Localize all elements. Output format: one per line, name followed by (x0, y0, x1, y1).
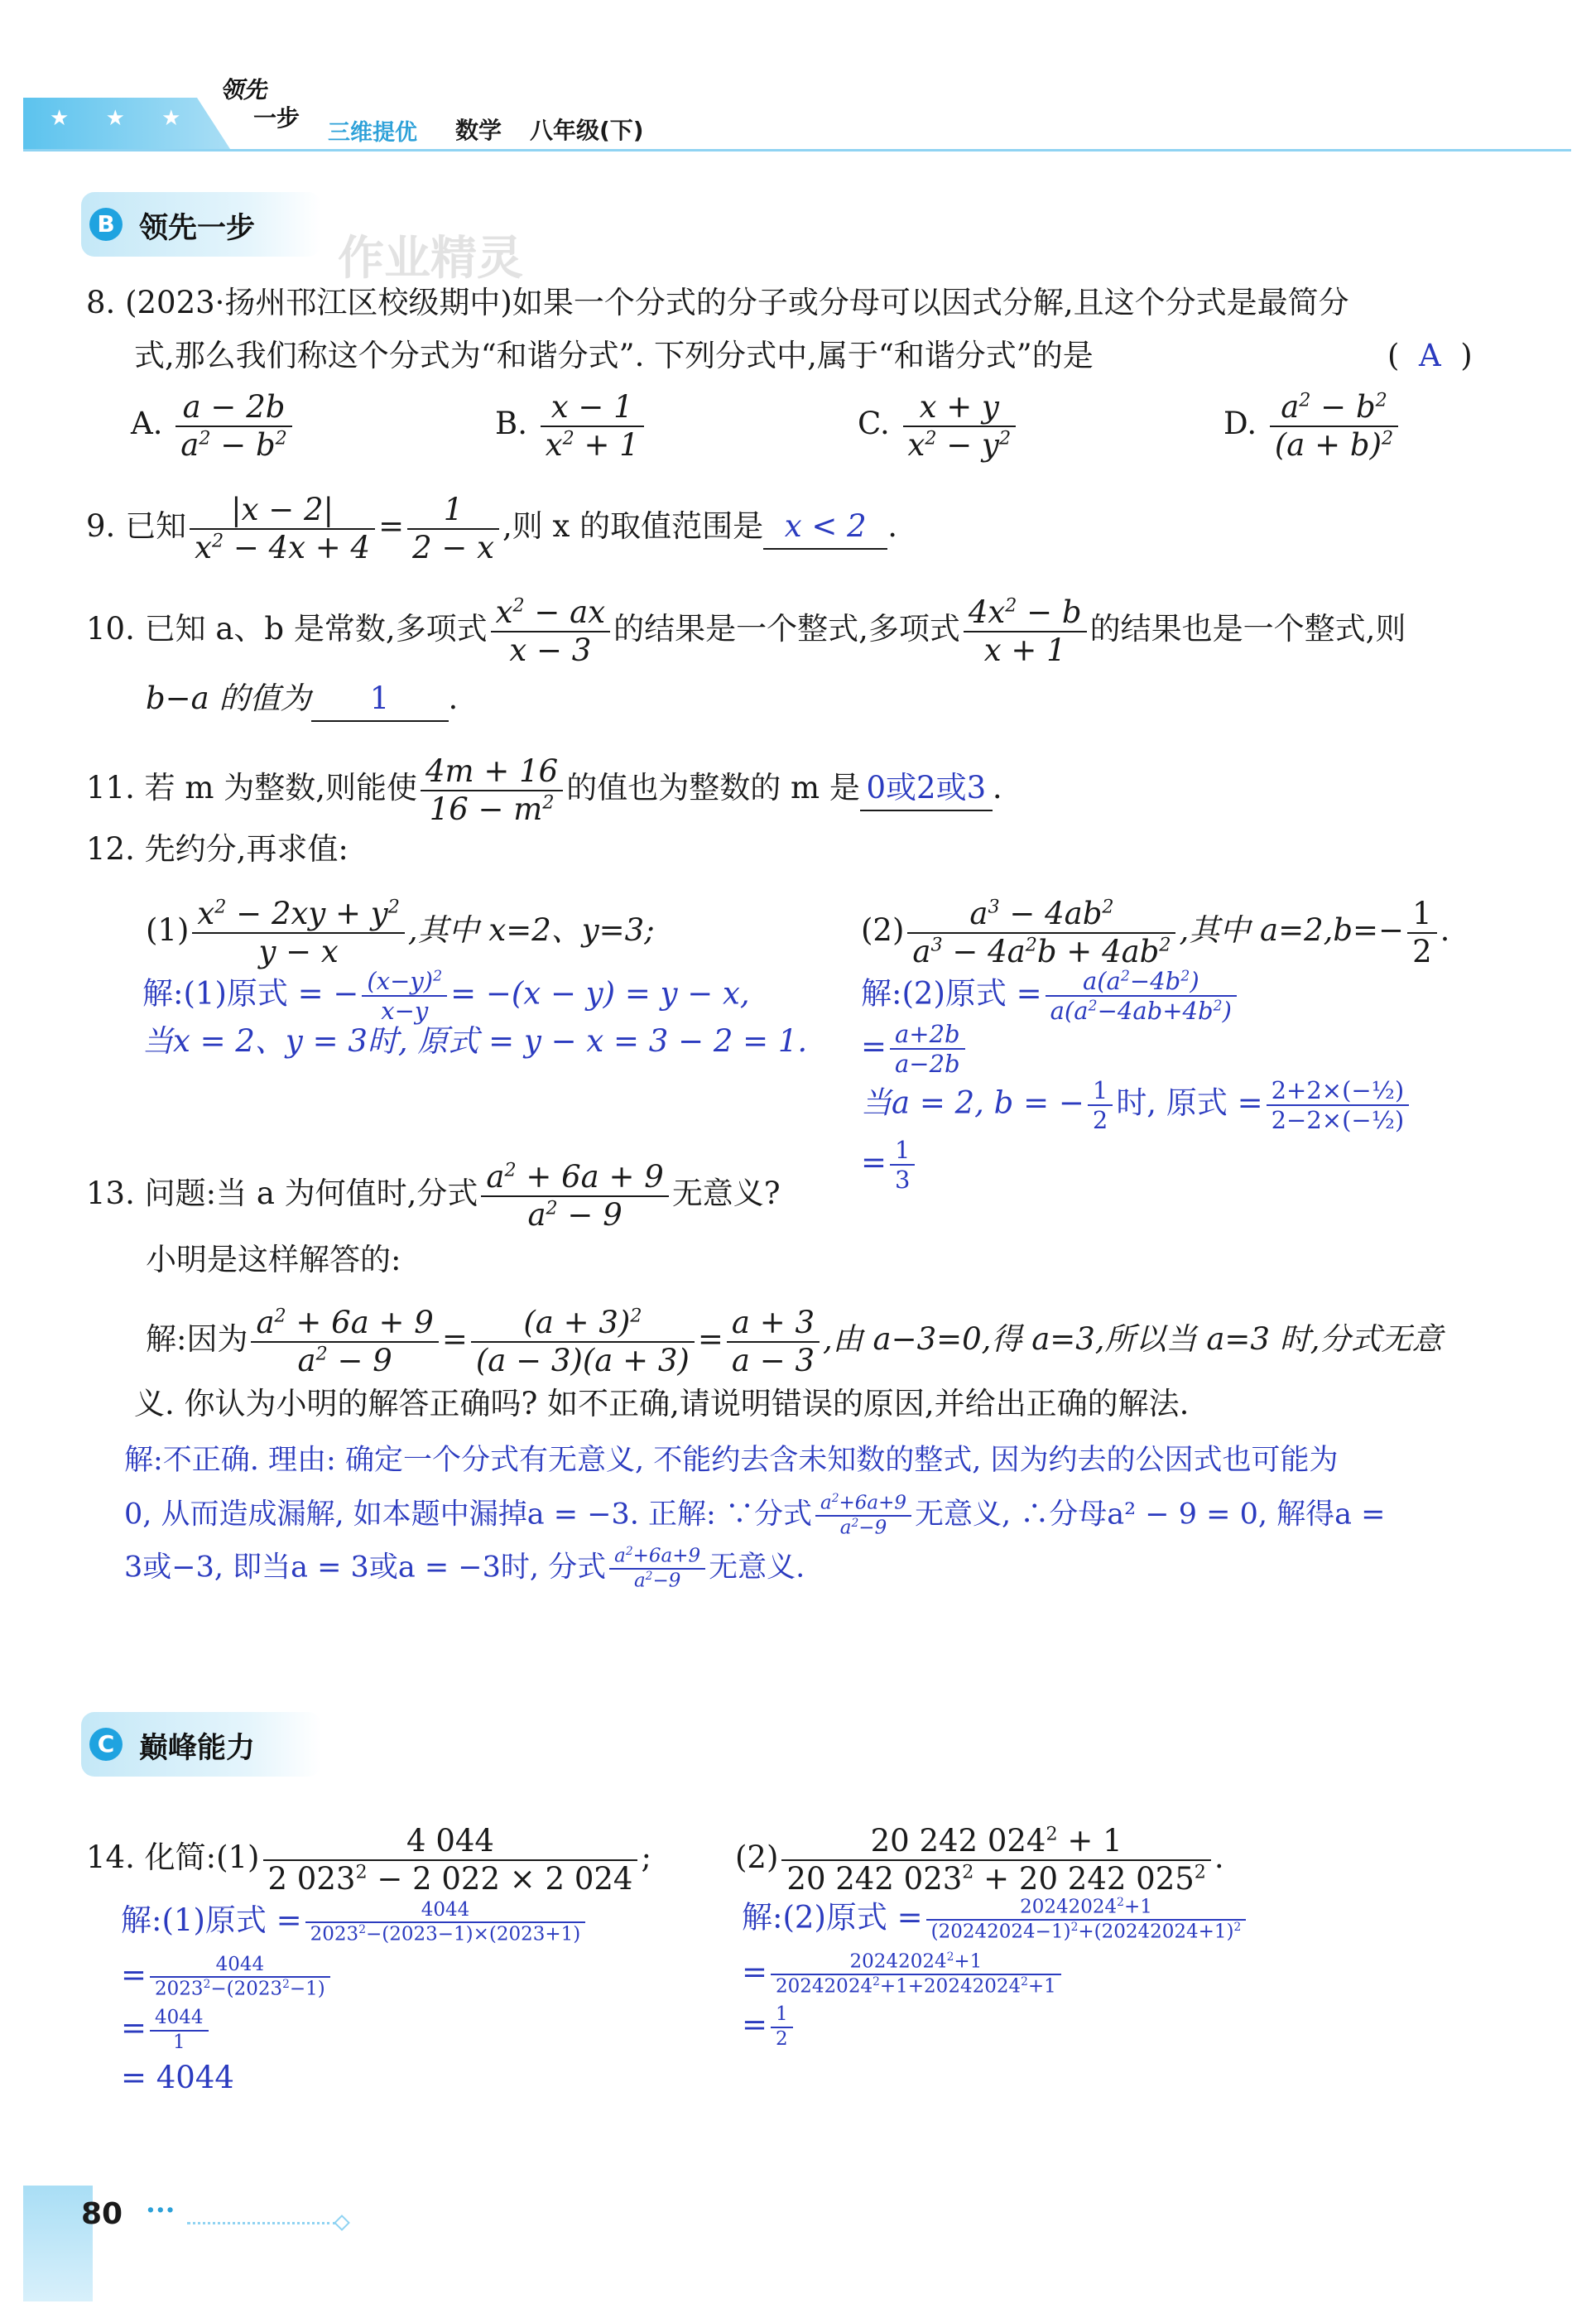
q12-sol2-third: $\frac{1}{3}$ (890, 1136, 915, 1194)
q8-text1: (2023·扬州邗江区校级期中)如果一个分式的分子或分母可以因式分解,且这个分式是最简分 (125, 285, 1349, 320)
q14-part2 (735, 1823, 1224, 1897)
q9-end: . (887, 508, 897, 545)
q12-sol2-line1 (861, 967, 1240, 1025)
q12-sol2-fraction3: $\frac{\text{2+2×(−½)}}{\text{2−2×(−½)}}$ (1267, 1076, 1410, 1134)
q8-option-c-fraction: $\frac{x + y}{x^2 - y^2}$ (903, 389, 1017, 463)
q12-part1 (146, 896, 655, 969)
q8-answer: A (1418, 338, 1441, 373)
q13-line3: 解:因为 $\frac{a^2 + 6a + 9}{a^2 - 9}$ = $\frac{(a + 3)^2}{(a - 3)(a + 3)}$ = $\frac{a + 3}{a - 3}$ ,由 a−3=0,得 a=3,所以当 a=3 时,分式无意 (146, 1305, 1443, 1378)
q8-line2 (134, 334, 1094, 378)
q14-sol2-fraction1: $\frac{20242024^2+1}{(20242024-1)^2+(20242024+1)^2}$ (926, 1896, 1247, 1944)
q14-part1-end: ; (641, 1839, 651, 1876)
q14-sol1-line3 (121, 2007, 212, 2054)
q13-sol-line3 (124, 1545, 805, 1593)
q14-part1 (86, 1823, 651, 1897)
q13-sol-fraction1: $\frac{a^2+6a+9}{a^2-9}$ (815, 1492, 911, 1540)
footer-diamond (334, 2215, 350, 2231)
q13-sol-line3-a: 3或−3, 即当a = 3或a = −3时, 分式 (124, 1551, 607, 1585)
q14-part2-fraction: $\frac{20 242 024^2 + 1}{20 242 023^2 + 20 242 025^2}$ (781, 1823, 1210, 1897)
q12-sol2-fraction2: $\frac{a+2b}{a-2b}$ (890, 1020, 965, 1078)
q12-sol2-line4 (861, 1136, 918, 1194)
q10-number: 10. (86, 611, 135, 647)
q13-frac-b: $\frac{(a + 3)^2}{(a - 3)(a + 3)}$ (471, 1305, 695, 1378)
q8-option-c (858, 389, 1019, 463)
section-c-badge: C (89, 1728, 123, 1761)
q12-part1-label: (1) (146, 912, 190, 949)
q11-p1: 若 m 为整数,则能使 (144, 770, 417, 806)
q10-p3: 的结果也是一个整式,则 (1089, 611, 1406, 647)
q13-fraction: $\frac{a^2 + 6a + 9}{a^2 - 9}$ (481, 1159, 668, 1233)
brand-logo (220, 76, 300, 132)
q12-sol2-line2 (861, 1020, 969, 1078)
q8-option-d-label: D. (1223, 406, 1257, 442)
grade-name: 八年级(下) (530, 117, 644, 144)
q14-sol2-line1 (742, 1896, 1249, 1944)
q14-sol1-a: 解:(1)原式 = (121, 1902, 302, 1938)
q12-sol2-half: $\frac{1}{2}$ (1088, 1076, 1113, 1134)
q11-answer: 0或2或3 (866, 770, 987, 806)
q8-option-a-label: A. (131, 406, 163, 442)
q10-answer: 1 (369, 680, 390, 716)
q9-pre: 已知 (125, 508, 187, 545)
q12-sol1-a: 解:(1)原式 = − (142, 975, 359, 1012)
q12-sol1-line2: 当x = 2、y = 3时, 原式 = y − x = 3 − 2 = 1. (142, 1023, 808, 1059)
q13-p2: 无意义? (671, 1176, 781, 1212)
q12-sol2-a: 解:(2)原式 = (861, 975, 1042, 1012)
q8-answer-bracket: ( A ) (1387, 338, 1473, 373)
q10-p1: 已知 a、b 是常数,多项式 (144, 611, 488, 647)
q11 (86, 753, 1002, 827)
q11-fraction: $\frac{4m + 16}{16 - m^2}$ (421, 753, 563, 827)
q10-line1 (86, 594, 1406, 668)
q13-line4: 义. 你认为小明的解答正确吗? 如不正确,请说明错误的原因,并给出正确的解法. (134, 1386, 1190, 1421)
q12-title: 先约分,再求值: (144, 831, 349, 867)
q9-mid: ,则 x 的取值范围是 (502, 508, 764, 545)
header-stars: ★ ★ ★ (50, 106, 196, 131)
section-b-badge: B (89, 208, 123, 241)
q12-sol1-b: = −(x − y) = y − x, (450, 975, 750, 1012)
q12-part2-label: (2) (861, 912, 905, 949)
q11-p2: 的值也为整数的 m 是 (566, 770, 860, 806)
page-number: 80 (81, 2197, 123, 2231)
q12-sol2-when-a: 当a = 2, b = − (861, 1084, 1084, 1121)
q8-number: 8. (86, 285, 116, 320)
footer-dots: ··· (146, 2194, 175, 2227)
q10-line2-text: b−a 的值为 (146, 680, 311, 716)
q14-part1-fraction: $\frac{4 044}{2 023^2 - 2 022 \times 2 024}$ (263, 1823, 638, 1897)
q9-answer: x < 2 (784, 508, 867, 545)
watermark: 作业精灵 (338, 232, 523, 286)
q14-sol1-fraction1: $\frac{4044}{2023^2-(2023-1)\times(2023+1)}$ (305, 1899, 586, 1946)
q14-number: 14. (86, 1839, 135, 1876)
q12-sol1-fraction: $\frac{(x-y)^2}{x-y}$ (362, 967, 447, 1025)
q14-sol1-line1 (121, 1899, 589, 1946)
q10-fraction2: $\frac{4x^2 - b}{x + 1}$ (964, 594, 1087, 668)
q8-option-b (495, 389, 647, 463)
q10-end: . (448, 680, 459, 716)
q12-title-line (86, 828, 349, 871)
q13-sol-line2 (124, 1492, 1385, 1540)
q8-option-d-fraction: $\frac{a^2 - b^2}{(a + b)^2}$ (1270, 389, 1398, 463)
q8-line1 (86, 281, 1349, 325)
q13-line2: 小明是这样解答的: (146, 1242, 401, 1277)
q14-sol1-fraction3: $\frac{4044}{1}$ (150, 2007, 209, 2053)
section-c-header (81, 1712, 321, 1777)
q12-part2-cond: ,其中 a=2,b=− (1179, 912, 1405, 949)
q14-sol2-eq1: = (742, 1954, 768, 1990)
q12-number: 12. (86, 831, 135, 867)
q8-option-b-fraction: $\frac{x - 1}{x^2 + 1}$ (541, 389, 644, 463)
section-b-header (81, 192, 321, 257)
q14-sol1-eq2: = (121, 2010, 147, 2046)
q12-sol2-eq1: = (861, 1028, 887, 1065)
q10-p2: 的结果是一个整式,多项式 (613, 611, 960, 647)
q12-part2-half: $\frac{1}{2}$ (1407, 896, 1437, 969)
q9-rhs-fraction: $\frac{1}{2 - x}$ (407, 492, 499, 565)
q14-sol2-line3 (742, 2003, 796, 2051)
q13-frac-a: $\frac{a^2 + 6a + 9}{a^2 - 9}$ (251, 1305, 438, 1378)
q13-line3-b: ,由 a−3=0,得 a=3,所以当 a=3 时,分式无意 (823, 1321, 1443, 1358)
series-name: 三维提优 (328, 120, 417, 146)
q12-sol1-line1 (142, 967, 750, 1025)
q13-frac-c: $\frac{a + 3}{a - 3}$ (727, 1305, 820, 1378)
q14-sol2-line2 (742, 1950, 1065, 1998)
q8-option-a (131, 389, 296, 463)
footer-line (187, 2222, 336, 2224)
q8-text2: 式,那么我们称这个分式为“和谐分式”. 下列分式中,属于“和谐分式”的是 (134, 338, 1094, 373)
q13-number: 13. (86, 1176, 135, 1212)
q14-sol2-eq2: = (742, 2007, 768, 2042)
q14-sol2-half: $\frac{1}{2}$ (771, 2003, 793, 2050)
q8-option-a-fraction: $\frac{a - 2b}{a^2 - b^2}$ (175, 389, 292, 463)
q14-sol1-fraction2: $\frac{4044}{2023^2-(2023^2-1)}$ (150, 1954, 330, 2001)
q14-sol1-final: = 4044 (121, 2060, 234, 2095)
q8-option-b-label: B. (495, 406, 527, 442)
q12-sol2-fraction1: $\frac{a(a^2-4b^2)}{a(a^2-4ab+4b^2)}$ (1046, 967, 1237, 1025)
q12-sol2-when-b: 时, 原式 = (1116, 1084, 1263, 1121)
q14-sol2-fraction2: $\frac{20242024^2+1}{20242024^2+1+20242024^2+1}$ (771, 1950, 1061, 1998)
q8-option-c-label: C. (858, 406, 890, 442)
q14-title: 化简:(1) (144, 1839, 260, 1876)
q13-sol-line2-b: 无意义, ∴分母a² − 9 = 0, 解得a = (915, 1498, 1386, 1532)
brand-bottom: 一步 (253, 104, 300, 132)
q12-part1-fraction: $\frac{x^2 - 2xy + y^2}{y - x}$ (192, 896, 404, 969)
q13-sol-fraction2: $\frac{a^2+6a+9}{a^2-9}$ (609, 1545, 705, 1593)
q8-option-d (1223, 389, 1401, 463)
q11-number: 11. (86, 770, 135, 806)
section-b-title: 领先一步 (139, 212, 256, 245)
q12-sol2-final: = (861, 1144, 887, 1181)
brand-top: 领先 (220, 76, 267, 103)
q13-sol-line1: 解:不正确. 理由: 确定一个分式有无意义, 不能约去含未知数的整式, 因为约去的公因式也可能为 (124, 1444, 1339, 1477)
q9-number: 9. (86, 508, 116, 545)
q14-part2-end: . (1214, 1839, 1224, 1876)
q13-sol-line2-a: 0, 从而造成漏解, 如本题中漏掉a = −3. 正解: ∵分式 (124, 1498, 812, 1532)
header-rule (23, 149, 1571, 151)
q14-sol1-eq1: = (121, 1957, 147, 1993)
section-c-title: 巅峰能力 (139, 1732, 256, 1765)
q12-part1-cond: ,其中 x=2、y=3; (407, 912, 655, 949)
q12-part2-fraction: $\frac{a^3 - 4ab^2}{a^3 - 4a^2b + 4ab^2}$ (907, 896, 1175, 969)
q13-line1 (86, 1159, 781, 1233)
q11-end: . (992, 770, 1002, 806)
q13-p1: 问题:当 a 为何值时,分式 (144, 1176, 478, 1212)
q12-sol2-line3 (861, 1076, 1412, 1134)
q14-sol1-line2 (121, 1954, 334, 2001)
q12-part2: (2) $\frac{a^3 - 4ab^2}{a^3 - 4a^2b + 4ab^2}$ ,其中 a=2,b=− $\frac{1}{2}$ . (861, 896, 1450, 969)
q14-sol2-a: 解:(2)原式 = (742, 1899, 923, 1936)
q9-lhs-fraction: $\frac{|x - 2|}{x^2 - 4x + 4}$ (190, 492, 375, 565)
q10-fraction1: $\frac{x^2 - ax}{x - 3}$ (491, 594, 610, 668)
q9: 9. 已知 $\frac{|x - 2|}{x^2 - 4x + 4}$ = $\frac{1}{2 - x}$ ,则 x 的取值范围是 x < 2 . (86, 492, 897, 565)
q14-part2-label: (2) (735, 1839, 779, 1876)
subject-name: 数学 (455, 117, 502, 144)
q10-line2 (146, 677, 458, 722)
q13-sol-line3-b: 无意义. (709, 1551, 805, 1585)
q13-line3-a: 解:因为 (146, 1321, 248, 1358)
